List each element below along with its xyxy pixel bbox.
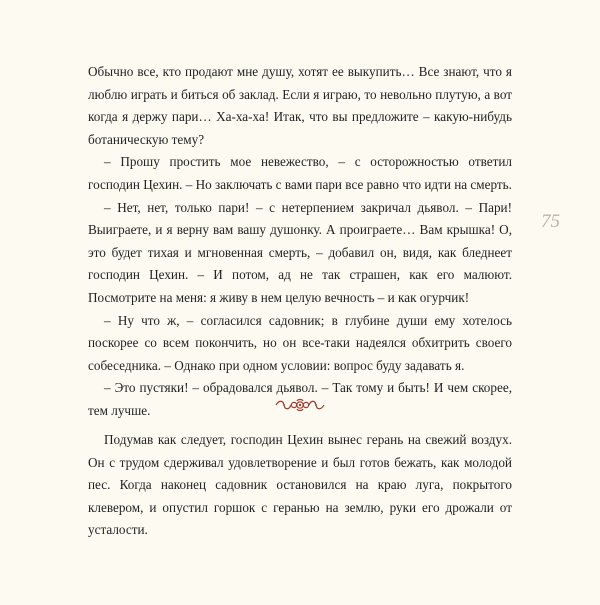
- paragraph: – Ну что ж, – согласился садовник; в глубине души ему хотелось поскорее со всем покончить, но он все-таки надеялся обхитрить своего собеседника. – Однако при одном условии: вопрос буду задавать я.: [88, 312, 512, 373]
- text-block-top: [88, 61, 512, 423]
- paragraph: – Это пустяки! – обрадовался дьявол. – Так тому и быть! И чем скорее, тем лучше.: [88, 380, 512, 418]
- paragraph: Подумав как следует, господин Цехин вынес герань на свежий воздух. Он с трудом сдерживал удовлетворение и был готов бежать, как молодой пес. Когда наконец садовник остановился на краю луга, покрытого клевером, и опустил горшок с геранью на землю, руки его дрожали от усталости.: [88, 432, 512, 538]
- paragraph: – Нет, нет, только пари! – с нетерпением закричал дьявол. – Пари! Выиграете, и я верну вам вашу душонку. А проиграете… Вам крышка! О, это будет тихая и мгновенная смерть, – добавил он, видя, как бледнеет господин Цехин. – И потом, ад не так страшен, как его малюют. Посмотрите на меня: я живу в нем целую вечность – и как огурчик!: [88, 199, 512, 305]
- text-block-bottom: [88, 429, 512, 542]
- paragraph: Обычно все, кто продают мне душу, хотят ее выкупить… Все знают, что я люблю играть и биться об заклад. Если я играю, то невольно плутую, а вот когда я держу пари… Ха-ха-ха! Итак, что вы предложите – какую-нибудь ботаническую тему?: [88, 64, 512, 147]
- floral-ornament-icon: [274, 398, 326, 412]
- paragraph: – Прошу простить мое невежество, – с осторожностью ответил господин Цехин. – Но заключать с вами пари все равно что идти на смерть.: [88, 154, 512, 192]
- page-number: 75: [541, 211, 560, 232]
